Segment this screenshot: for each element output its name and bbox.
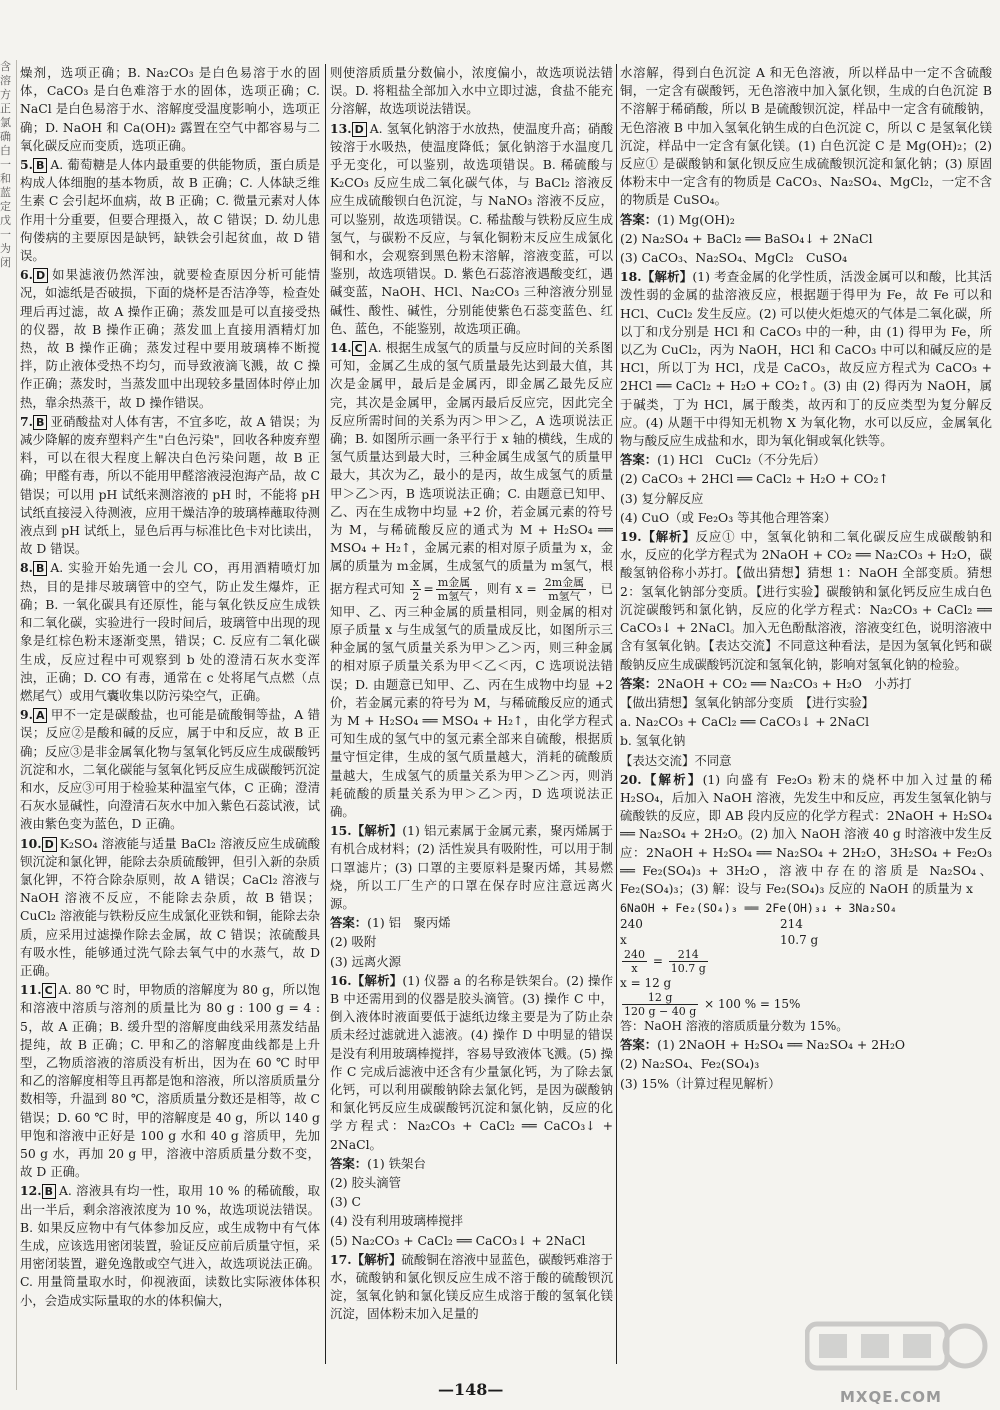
answer-label: 答案：	[330, 1155, 368, 1171]
answer-item-16	[330, 972, 613, 1154]
analysis-tag: 【解析】	[641, 529, 696, 545]
answer-line: (2) 吸附	[330, 934, 377, 950]
column-3	[620, 64, 992, 1360]
answer-explanation: A. 80 ℃ 时，甲物质的溶解度为 80 g，所以饱和溶液中溶质与溶剂的质量比为 80 g : 100 g = 4 : 5，故 A 正确；B. 缓升型的溶解度曲线采用蒸发结晶提纯，故 B 正确；C. 甲和乙的溶解度曲线都是上升型，乙物质溶液的溶质没有析出，因为在 60 ℃ 时甲和乙的溶解度相等且再都是饱和溶液，所以溶质质量分数相等，升温到 80 ℃，溶质质量分数还是相等，故 C 错误；D. 60 ℃ 时，甲的溶解度是 40 g，所以 140 g 甲饱和溶液中正好是 100 g 水和 40 g 溶质甲，先加 50 g 水，再加 20 g 甲，溶液中溶质质量分数不变，故 D 正确。	[20, 982, 320, 1180]
answer-item-17	[330, 1251, 613, 1324]
margin-char: 白	[0, 144, 11, 157]
equals-sign: =	[652, 954, 663, 969]
answer-continuation: 水溶解，得到白色沉淀 A 和无色溶液，所以样品中一定不含硫酸铜，一定含有碳酸钙，无色溶液中加入氯化钡，生成的白色沉淀 B 不溶解于稀硝酸，所以 B 是硫酸钡沉淀，样品中一定含有硫酸钠，无色溶液 B 中加入氢氧化钠生成的白色沉淀 C，所以 C 是氢氧化镁沉淀，样品中一定含有氯化镁。(1) 白色沉淀 C 是 Mg(OH)₂；(2) 反应① 是碳酸钠和氯化钡反应生成硫酸钡沉淀和氯化钠；(3) 原固体粉末中一定含有的物质是 CaCO₃、Na₂SO₄、MgCl₂，一定不含的物质是 CuSO₄。	[620, 65, 992, 208]
left-margin-strip	[0, 60, 17, 1390]
stoichiometry-calculation	[620, 900, 992, 1034]
answer-item-7	[20, 413, 320, 559]
question-number: 15.	[330, 823, 352, 839]
margin-char: 蓝	[0, 186, 11, 199]
fraction-denominator: 2	[412, 589, 420, 603]
answer-explanation: (1) 仪器 a 的名称是铁架台。(2) 操作 B 中还需用到的仪器是胶头滴管。(3) 操作 C 中，倒入液体时液面要低于滤纸边缘主要是为了防止杂质未经过滤就进入滤液。(4) 操作 D 中明显的错误是没有利用玻璃棒搅拌，容易导致液体飞溅。(5) 操作 C 完成后滤液中还含有少量氯化钙，为了除去氯化钙，可以利用碳酸钠除去氯化钙，是因为碳酸钠和氯化钙反应生成碳酸钙沉淀和氯化钠，反应的化学方程式：Na₂CO₃ + CaCl₂ ══ CaCO₃↓ + 2NaCl。	[330, 972, 613, 1152]
fraction-numerator: m金属	[437, 575, 471, 589]
margin-char: 确	[0, 130, 11, 143]
answer-value: 2NaOH + CO₂ ══ Na₂CO₃ + H₂O 小苏打	[657, 675, 912, 691]
answer-value: (1) Mg(OH)₂	[657, 211, 735, 227]
answer-item-11	[20, 981, 320, 1181]
answer-item-6	[20, 266, 320, 412]
answer-explanation: K₂SO₄ 溶液能与适量 BaCl₂ 溶液反应生成硫酸钡沉淀和氯化钾，能除去杂质硫酸钾，但引入新的杂质氯化钾，不符合除杂原则，故 A 错误；CaCl₂ 溶液与 NaOH 溶液不反应，不能除去杂质，故 B 错误；CuCl₂ 溶液能与铁粉反应生成氯化亚铁和铜，能除去杂质，应采用过滤操作除去金属，故 C 错误；浓硫酸具有吸水性，能够通过洗气除去氧气中的水蒸气，故 D 正确。	[20, 835, 320, 978]
analysis-tag: 【解析】	[351, 972, 403, 988]
answer-choice-box: C	[42, 983, 56, 998]
watermark-url: MXQE.COM	[840, 1388, 942, 1406]
calc-percent-text: × 100 % = 15%	[704, 997, 801, 1012]
fraction-numerator: 12 g	[622, 991, 698, 1005]
question-number: 7.	[20, 413, 33, 429]
calc-equation: 6NaOH + Fe₂(SO₄)₃ ══ 2Fe(OH)₃↓ + 3Na₂SO₄	[620, 901, 897, 916]
answer-line: (3) 远离火源	[330, 953, 402, 969]
answer-label: 答案：	[620, 211, 658, 227]
fraction-numerator: 214	[669, 948, 708, 962]
answer-explanation: A. 溶液具有均一性，取用 10 % 的稀硫酸，取出一半后，剩余溶液浓度为 10 %，故选项说法错误。B. 如果反应物中有气体参加反应，或生成物中有气体生成，应该选用密闭装置，验证反应前后质量守恒，采用密闭装置，避免逸散或空气进入，故选项说法正确。C. 用量筒量取水时，仰视液面，读数比实际液体体积小，会造成实际量取的水的体积偏大，	[20, 1183, 320, 1308]
answer-continuation: 燥剂，选项正确；B. Na₂CO₃ 是白色易溶于水的固体，CaCO₃ 是白色难溶于水的固体，选项正确；C. NaCl 是白色易溶于水、溶解度受温度影响小，选项正确；D. NaOH 和 Ca(OH)₂ 露置在空气中都容易与二氧化碳反应而变质，选项正确。	[20, 65, 320, 153]
calc-percentage	[620, 991, 992, 1018]
margin-char: 氯	[0, 116, 11, 129]
margin-char: 戊	[0, 214, 11, 227]
answer-line: (2) CaCO₃ + 2HCl ══ CaCl₂ + H₂O + CO₂↑	[620, 471, 889, 487]
question-number: 12.	[20, 1183, 42, 1199]
question-number: 19.	[620, 529, 642, 545]
answer-choice-box: B	[33, 561, 47, 576]
answer-item-10	[20, 835, 320, 981]
margin-char: 闭	[0, 256, 11, 269]
answer-line	[620, 675, 992, 693]
analysis-tag: 【解析】	[641, 771, 703, 787]
answer-item-13	[330, 120, 613, 338]
question-number: 9.	[20, 707, 33, 723]
answer-line: (3) CaCO₃、Na₂SO₄、MgCl₂ CuSO₄	[620, 250, 848, 266]
page-number: —148—	[438, 1380, 504, 1399]
answer-explanation: ，则有 x =	[474, 580, 537, 596]
answer-continuation: 则使溶质质量分数偏小，浓度偏小，故选项说法错误。D. 将粗盐全部加入水中立即过滤，食盐不能充分溶解，故选项说法错误。	[330, 65, 613, 117]
answer-item-9	[20, 706, 320, 833]
column-divider	[325, 64, 326, 1364]
answer-explanation: 硫酸铜在溶液中显蓝色，碳酸钙难溶于水，硫酸钠和氯化钡反应生成不溶于酸的硫酸钡沉淀，氢氧化钠和氯化镁反应生成溶于酸的氢氧化镁沉淀，固体粉末加入足量的	[330, 1251, 613, 1322]
margin-char: 和	[0, 172, 11, 185]
answer-line: (2) Na₂SO₄、Fe₂(SO₄)₃	[620, 1056, 760, 1072]
answer-choice-box: D	[33, 268, 48, 283]
fraction	[436, 576, 472, 603]
answer-line	[330, 1155, 613, 1173]
question-number: 5.	[20, 157, 33, 173]
fraction	[410, 576, 421, 603]
answer-value: (1) 铝 聚丙烯	[367, 915, 451, 931]
column-1	[20, 64, 320, 1360]
calc-result: x = 12 g	[620, 976, 672, 991]
fraction-numerator: x	[410, 576, 421, 590]
margin-char: 一	[0, 228, 11, 241]
fraction	[669, 948, 708, 975]
column-2	[330, 64, 613, 1360]
margin-char: 为	[0, 242, 11, 255]
answer-line: (3) 复分解反应	[620, 490, 704, 506]
answer-line: (4) CuO（或 Fe₂O₃ 等其他合理答案）	[620, 509, 837, 525]
question-number: 16.	[330, 972, 352, 988]
question-number: 11.	[20, 982, 42, 998]
answer-line: (5) Na₂CO₃ + CaCl₂ ══ CaCO₃↓ + 2NaCl	[330, 1232, 586, 1248]
analysis-tag: 【解析】	[351, 1251, 402, 1267]
analysis-tag: 【解析】	[641, 269, 693, 285]
answer-line: a. Na₂CO₃ + CaCl₂ ══ CaCO₃↓ + 2NaCl	[620, 714, 870, 730]
answer-choice-box: B	[42, 1184, 56, 1199]
answer-explanation: A. 氢氧化钠溶于水放热，使温度升高；硝酸铵溶于水吸热，使温度降低；氯化钠溶于水温度几乎无变化，可以鉴别，故选项错误。B. 稀硫酸与 K₂CO₃ 反应生成二氧化碳气体，与 BaCl₂ 溶液反应生成硫酸钡白色沉淀，与 NaNO₃ 溶液不反应，可以鉴别，故选项错误。C. 稀盐酸与铁粉反应生成氢气，与碳粉不反应，与氧化铜粉末反应生成氯化铜和水，会观察到黑色粉末溶解，溶液变蓝，可以鉴别，故选项错误。D. 紫色石蕊溶液遇酸变红，遇碱变蓝，NaOH、HCl、Na₂CO₃ 三种溶液分别显碱性、酸性、碱性，分别能使紫色石蕊变蓝色、红色、蓝色，不能鉴别，故选项正确。	[330, 120, 613, 336]
answer-line: 【表达交流】不同意	[620, 752, 732, 768]
answer-line: (4) 没有利用玻璃棒搅拌	[330, 1213, 464, 1229]
question-number: 13.	[330, 120, 352, 136]
answer-label: 答案：	[620, 675, 658, 691]
margin-char: 一	[0, 158, 11, 171]
answer-value: (1) 铁架台	[367, 1155, 426, 1171]
answer-line	[620, 1036, 992, 1054]
answer-item-5	[20, 156, 320, 265]
answer-line: 【做出猜想】氢氧化钠部分变质 【进行实验】	[620, 694, 875, 710]
answer-line	[620, 451, 992, 469]
margin-char: 含	[0, 60, 11, 73]
answer-label: 答案：	[620, 1037, 658, 1053]
answer-explanation: ，已知甲、乙、丙三种金属的质量相同，则金属的相对原子质量 x 与生成氢气的质量成反比，如图所示三种金属的氢气质量关系为甲＞乙＞丙，则三种金属的相对原子质量关系为甲＜乙＜丙，C 选项说法错误；D. 由题意已知甲、乙、丙在生成物中均显 +2 价，若金属元素的符号为 M，与稀硫酸反应的通式为 M + H₂SO₄ ══ MSO₄ + H₂↑，由化学方程式可知生成的氢气中的氢元素全部来自硫酸，根据质量守恒定律，生成的氢气质量越大，消耗的硫酸质量越大，生成氢气的质量关系为甲＞乙＞丙，则消耗硫酸的质量关系为甲＞乙＞丙，D 选项说法正确。	[330, 580, 613, 819]
answer-value: (1) 2NaOH + H₂SO₄ ══ Na₂SO₄ + 2H₂O	[657, 1037, 906, 1053]
answer-explanation: A. 实验开始先通一会儿 CO，再用酒精喷灯加热，目的是排尽玻璃管中的空气，防止发生爆炸，正确；B. 一氧化碳具有还原性，能与氧化铁反应生成铁和二氧化碳，实验进行一段时间后，玻璃管中出现的现象是红棕色粉末逐渐变黑，错误；C. 反应有二氧化碳生成，反应过程中可观察到 b 处的澄清石灰水变浑浊，正确；D. CO 有毒，通常在 c 处将尾气点燃（点燃尾气）或用气囊收集以防污染空气，正确。	[20, 560, 320, 703]
fraction	[622, 991, 698, 1018]
answer-label: 答案：	[330, 915, 368, 931]
fraction	[543, 576, 586, 603]
calc-value: 10.7 g	[780, 933, 819, 948]
question-number: 18.	[620, 269, 642, 285]
answer-line: (2) Na₂SO₄ + BaCl₂ ══ BaSO₄↓ + 2NaCl	[620, 230, 873, 246]
answer-explanation: A. 葡萄糖是人体内最重要的供能物质，蛋白质是构成人体细胞的基本物质，故 B 正确；C. 人体缺乏维生素 C 会引起坏血病，故 B 正确；C. 微量元素对人体作用十分重要，但要合理摄入，故 C 错误；D. 幼儿患佝偻病的主要原因是缺钙，缺铁会引起贫血，故 D 错误。	[20, 157, 320, 264]
answer-item-14	[330, 339, 613, 821]
answer-line: (3) C	[330, 1194, 361, 1210]
calc-molar-row	[620, 916, 992, 932]
answer-choice-box: B	[33, 158, 47, 173]
fraction-numerator: 2m金属	[544, 575, 585, 589]
question-number: 8.	[20, 560, 33, 576]
question-number: 20.	[620, 771, 642, 787]
answer-explanation: (1) 铝元素属于金属元素，聚丙烯属于有机合成材料；(2) 活性炭具有吸附性，可以用于制口罩滤片；(3) 口罩的主要原料是聚丙烯，其易燃烧，所以工厂生产的口罩在保存时应注意远离火源。	[330, 823, 613, 911]
fraction	[622, 948, 647, 975]
calc-value: x	[620, 933, 627, 948]
answer-explanation: 甲不一定是碳酸盐，也可能是硫酸铜等盐，A 错误；反应②是酸和碱的反应，属于中和反应，故 B 正确；反应③是非金属氧化物与氢氧化钙反应生成碳酸钙沉淀和水，二氧化碳能与氢氧化钙反应生成碳酸钙沉淀和水，反应③可用于检验某种温室气体，C 正确；澄清石灰水显碱性，向澄清石灰水中加入紫色石蕊试液，试液由紫色变为蓝色，D 正确。	[20, 707, 320, 832]
answer-item-15	[330, 822, 613, 913]
answer-item-8	[20, 559, 320, 705]
answer-value: (1) HCl CuCl₂（不分先后）	[657, 452, 826, 468]
fraction-denominator: x	[631, 962, 638, 976]
answer-choice-box: D	[42, 837, 57, 852]
fraction-denominator: 120 g − 40 g	[624, 1005, 697, 1019]
answer-explanation: (1) 考查金属的化学性质，活泼金属可以和酸，比其活泼性弱的金属的盐溶液反应，根据题于得甲为 Fe，故 Fe 可以和 HCl、CuCl₂ 发生反应。(2) 可以使火炬熄灭的气体是二氧化碳，所以丁和戊分别是 HCl 和 CaCO₃ 中的一种，由 (1) 得甲为 Fe，所以乙为 CuCl₂，丙为 NaOH，HCl 和 CaCO₃ 中可以和碱反应的是 HCl，所以丁为 HCl，戊是 CaCO₃，故反应方程式为 CaCO₃ + 2HCl ══ CaCl₂ + H₂O + CO₂↑。(3) 由 (2) 得丙为 NaOH，属于碱类，丁为 HCl，属于酸类，故丙和丁的反应类型为复分解反应。(4) 从题干中得知无机物 X 为氧化物，水可以反应，金属氧化物与酸反应生成盐和水，即为氧化铜或氧化铁等。	[620, 269, 992, 449]
margin-char: 定	[0, 200, 11, 213]
answer-item-12	[20, 1182, 320, 1309]
calc-value: 240	[620, 917, 643, 932]
answer-explanation: 反应① 中，氢氧化钠和二氧化碳反应生成碳酸钠和水，反应的化学方程式为 2NaOH + CO₂ ══ Na₂CO₃ + H₂O，碳酸氢钠俗称小苏打。【做出猜想】猜想 1：NaOH 全部变质。猜想 2：氢氧化钠部分变质。【进行实验】碳酸钠和氯化钙反应生成白色沉淀碳酸钙和氯化钠，反应的化学方程式：Na₂CO₃ + CaCl₂ ══ CaCO₃↓ + 2NaCl。加入无色酚酞溶液，溶液变红色，说明溶液中含有氢氧化钠。【表达交流】不同意这种看法，是因为氢氧化钙和碳酸钠反应生成碳酸钙沉淀和氢氧化钠，影响对氢氧化钠的检验。	[620, 529, 992, 672]
answer-line	[620, 211, 992, 229]
equals-sign: =	[423, 580, 434, 596]
fraction-denominator: 10.7 g	[670, 962, 706, 976]
answer-line: (3) 15%（计算过程见解析）	[620, 1075, 781, 1091]
answer-line: (2) 胶头滴管	[330, 1174, 402, 1190]
question-number: 10.	[20, 835, 42, 851]
answer-explanation: 亚硝酸盐对人体有害，不宜多吃，故 A 错误；为减少降解的废弃塑料产生"白色污染"，回收各种废弃塑料，可以在很大程度上解决白色污染问题，故 B 正确；甲醛有毒，所以不能用甲醛溶液浸泡海产品，故 C 错误；可以用 pH 试纸来测溶液的 pH 时，不能将 pH 试纸直接浸入待测液，应用干燥洁净的玻璃棒蘸取待测液点到 pH 试纸上，显色后再与标准比色卡对比读出，故 D 错误。	[20, 413, 320, 557]
answer-label: 答案：	[620, 452, 658, 468]
question-number: 6.	[20, 267, 33, 283]
answer-choice-box: C	[352, 341, 366, 356]
fraction-denominator: m氢气	[548, 589, 581, 603]
answer-item-20	[620, 771, 992, 898]
margin-char: 正	[0, 102, 11, 115]
calc-proportion	[620, 948, 992, 975]
calc-conclusion: 答：NaOH 溶液的溶质质量分数为 15%。	[620, 1019, 849, 1034]
calc-value: 214	[780, 917, 803, 932]
calc-mass-row	[620, 932, 992, 948]
answer-line	[330, 914, 613, 932]
question-number: 14.	[330, 340, 352, 356]
answer-explanation: (1) 向盛有 Fe₂O₃ 粉末的烧杯中加入过量的稀 H₂SO₄，后加入 NaOH 溶液，先发生中和反应，再发生氢氧化钠与硫酸铁的反应，即 AB 段内反应的化学方程式：2NaOH + H₂SO₄ ══ Na₂SO₄ + 2H₂O。(2) 加入 NaOH 溶液 40 g 时溶液中发生反应：2NaOH + H₂SO₄ ══ Na₂SO₄ + 2H₂O，3H₂SO₄ + Fe₂O₃ ══ Fe₂(SO₄)₃ + 3H₂O，溶液中存在的溶质是 Na₂SO₄、Fe₂(SO₄)₃；(3) 解：设与 Fe₂(SO₄)₃ 反应的 NaOH 的质量为 x	[620, 771, 992, 896]
question-number: 17.	[330, 1251, 352, 1267]
analysis-tag: 【解析】	[351, 823, 403, 839]
answer-choice-box: A	[33, 708, 48, 723]
answer-line: b. 氢氧化钠	[620, 733, 686, 749]
fraction-denominator: m氢气	[437, 589, 471, 603]
answer-choice-box: D	[352, 122, 367, 137]
margin-char: 溶	[0, 74, 11, 87]
answer-item-18	[620, 268, 992, 450]
answer-explanation: 如果滤液仍然浑浊，就要检查原因分析可能情况，如滤纸是否破损，下面的烧杯是否洁净等，检查处理后再过滤，故 A 操作正确；蒸发皿是可以直接受热的仪器，故 B 操作正确；蒸发皿上直接用酒精灯加热，故 B 操作正确；蒸发过程中要用玻璃棒不断搅拌，防止液体受热不均匀，而导致液滴飞溅，故 C 操作正确；蒸发时，当蒸发皿中出现较多量固体时停止加热，靠余热蒸干，故 D 操作错误。	[20, 267, 320, 410]
margin-char: 方	[0, 88, 11, 101]
fraction-numerator: 240	[624, 948, 645, 962]
column-divider	[616, 64, 617, 1364]
answer-item-19	[620, 528, 992, 674]
answer-explanation: A. 根据生成氢气的质量与反应时间的关系图可知，金属乙生成的氢气质量最先达到最大值，其次是金属甲，最后是金属丙，即金属乙最先反应完，其次是金属甲，金属丙最后反应完，因此完全反应所需时间的关系为丙＞甲＞乙，A 选项说法正确；B. 如图所示画一条平行于 x 轴的横线，生成的氢气质量达到最大时，三种金属生成氢气的质量甲最大，其次为乙，最小的是丙，故生成氢气的质量甲＞乙＞丙，B 选项说法正确；C. 由题意已知甲、乙、丙在生成物中均显 +2 价，若金属元素的符号为 M，与稀硫酸反应的通式为 M + H₂SO₄ ══ MSO₄ + H₂↑，金属元素的相对原子质量为 x，金属的质量为 m金属，生成氢气的质量为 m氢气，根据方程式可知	[330, 340, 613, 596]
answer-choice-box: B	[33, 415, 47, 430]
